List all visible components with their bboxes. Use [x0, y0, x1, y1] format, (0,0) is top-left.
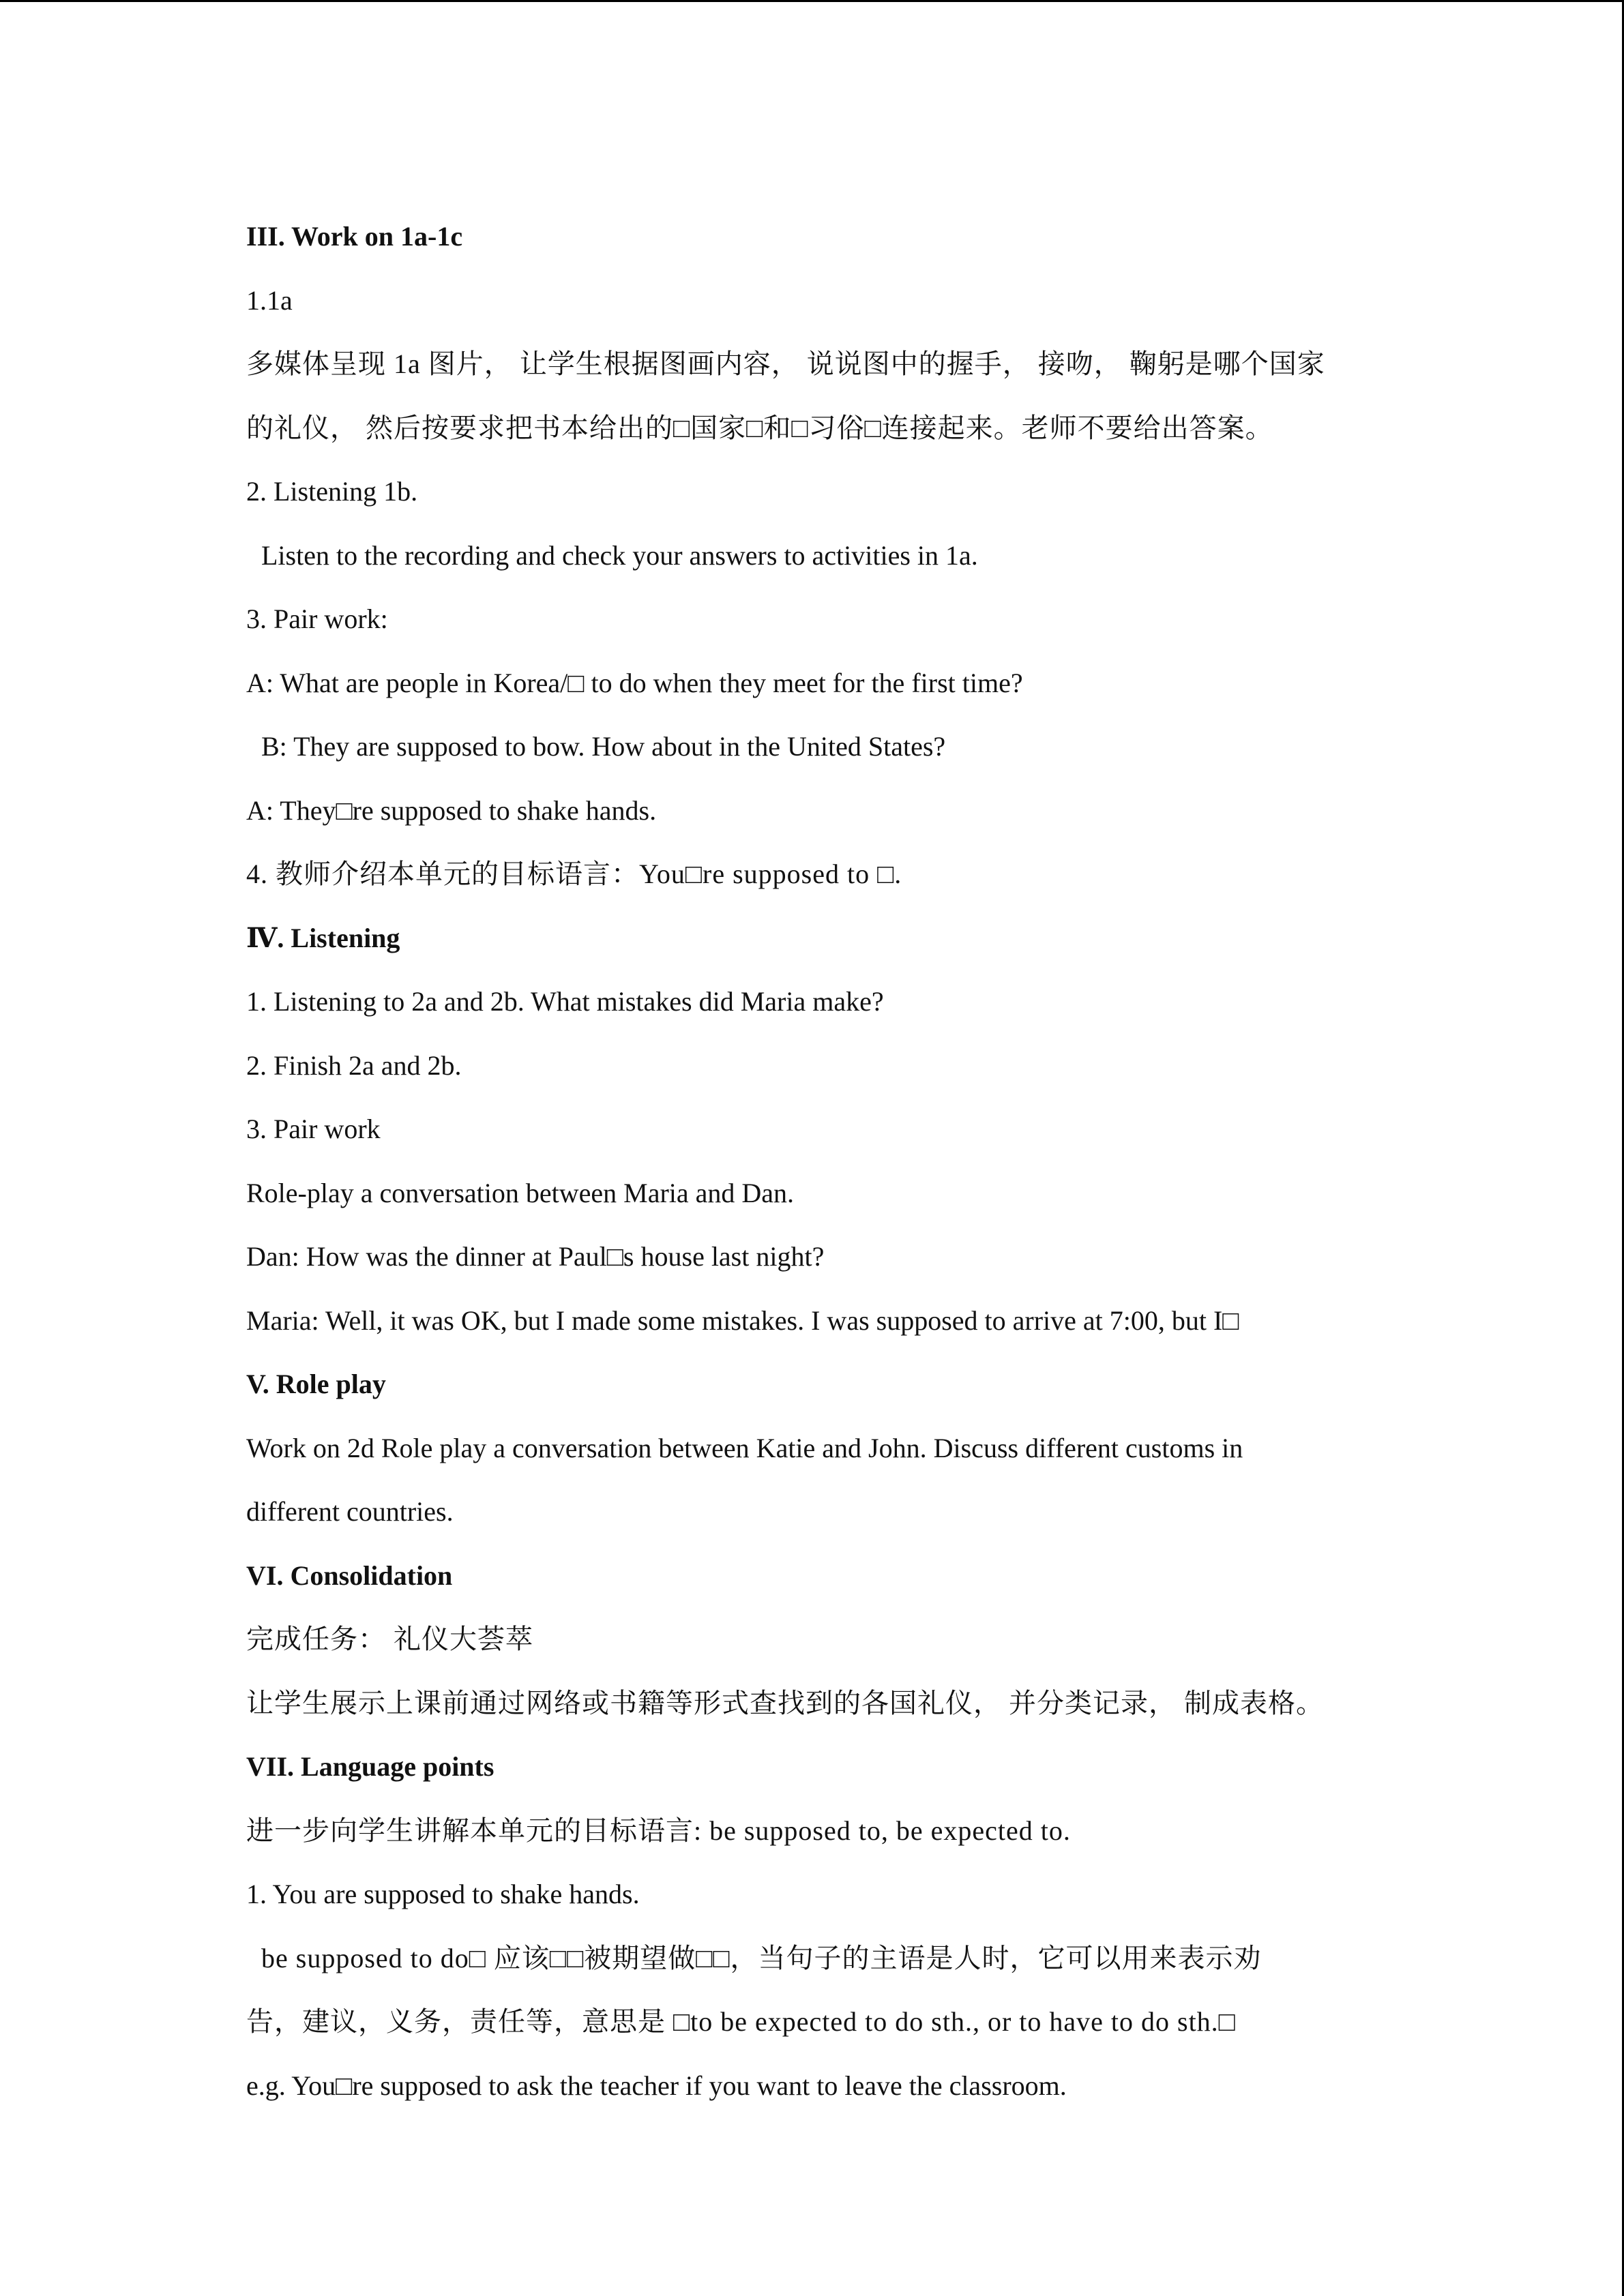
section-heading-listening: Ⅳ. Listening — [246, 922, 400, 953]
paragraph-line: 完成任务： 礼仪大荟萃 — [246, 1624, 533, 1654]
paragraph-line: Listen to the recording and check your answers to activities in 1a. — [261, 539, 978, 571]
dialogue-line: A: What are people in Korea/□ to do when they meet for the first time? — [246, 667, 1023, 698]
example-sentence: e.g. You□re supposed to ask the teacher if you want to leave the classroom. — [246, 2070, 1067, 2101]
section-heading-work-on-1a-1c: III. Work on 1a-1c — [246, 221, 463, 252]
list-item: 1. You are supposed to shake hands. — [246, 1879, 640, 1909]
document-body — [246, 205, 1419, 2117]
paragraph-line: be supposed to do□ 应该□□被期望做□□，当句子的主语是人时，它可以用来表示劝 — [261, 1942, 1262, 1973]
list-item: 1. Listening to 2a and 2b. What mistakes did Maria make? — [246, 986, 884, 1017]
paragraph-line: 告，建议，义务，责任等，意思是 □to be expected to do sth., or to have to do sth.□ — [246, 2006, 1236, 2037]
step-listening-1b: 2. Listening 1b. — [246, 476, 418, 507]
section-heading-role-play: V. Role play — [246, 1369, 386, 1399]
dialogue-line: A: They□re supposed to shake hands. — [246, 794, 657, 826]
section-heading-language-points: VII. Language points — [246, 1751, 494, 1782]
section-heading-consolidation: VI. Consolidation — [246, 1560, 453, 1591]
list-item: 3. Pair work — [246, 1114, 381, 1144]
step-pair-work: 3. Pair work: — [246, 603, 388, 634]
paragraph-line: 进一步向学生讲解本单元的目标语言: be supposed to, be expected to. — [246, 1815, 1071, 1846]
step-1-1a: 1.1a — [246, 284, 293, 316]
list-item: 2. Finish 2a and 2b. — [246, 1049, 462, 1081]
dialogue-line: B: They are supposed to bow. How about in the United States? — [261, 731, 946, 762]
step-target-language: 4. 教师介绍本单元的目标语言：You□re supposed to □. — [246, 859, 902, 889]
paragraph-line: 让学生展示上课前通过网络或书籍等形式查找到的各国礼仪， 并分类记录， 制成表格。 — [246, 1687, 1324, 1718]
paragraph-line: 的礼仪， 然后按要求把书本给出的□国家□和□习俗□连接起来。老师不要给出答案。 — [246, 412, 1273, 443]
dialogue-line: Dan: How was the dinner at Paul□s house last night? — [246, 1241, 825, 1272]
paragraph-line: Role-play a conversation between Maria and Dan. — [246, 1177, 795, 1208]
paragraph-line: different countries. — [246, 1496, 454, 1527]
paragraph-line: 多媒体呈现 1a 图片， 让学生根据图画内容， 说说图中的握手， 接吻， 鞠躬是哪个国家 — [246, 348, 1325, 379]
dialogue-line: Maria: Well, it was OK, but I made some mistakes. I was supposed to arrive at 7:00, but I□ — [246, 1304, 1239, 1336]
paragraph-line: Work on 2d Role play a conversation between Katie and John. Discuss different customs in — [246, 1432, 1243, 1463]
